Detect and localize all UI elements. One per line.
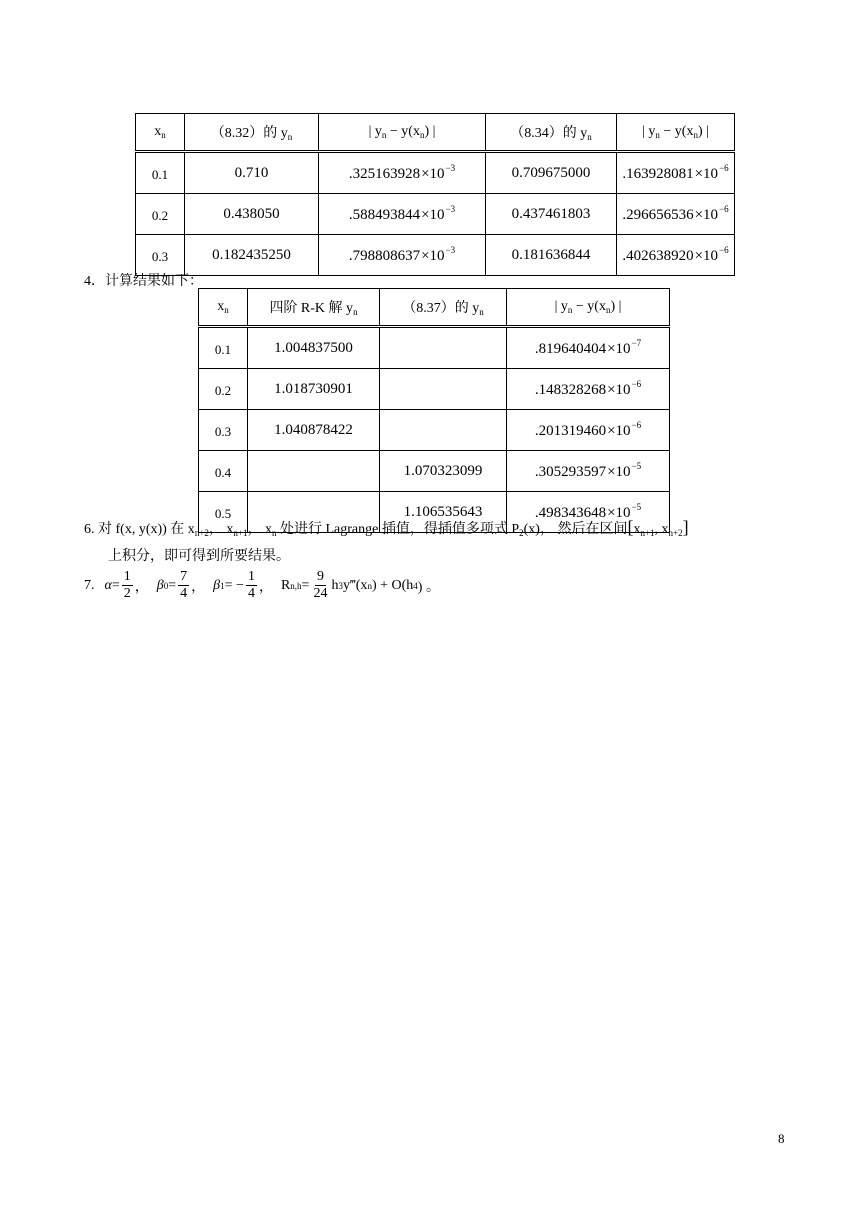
header-error-834: | $y_n - y(x_n)$ | [617,114,735,152]
table-row [136,152,735,194]
cell-x: 0.1 [199,327,248,369]
table-row [136,194,735,235]
beta1-fraction: $\frac{1}{4}$ [247,569,255,601]
table-header-row [199,289,670,327]
header-xn: $x_n$ [199,289,248,327]
header-y837: （8.37）的 $y_n$ [380,289,507,327]
cell-error: $.498343648\times 10^{-5}$ [507,492,670,533]
table-row [199,451,670,492]
cell-y834: 0.709675000 [486,152,617,194]
cell-rk: 1.040878422 [248,410,380,451]
item-6-continuation: 上积分，即可得到所要结果。 [108,549,290,564]
cell-y834: 0.437461803 [486,194,617,235]
remainder-fraction: $\frac{9}{24}$ [313,569,328,601]
results-table-2 [198,288,670,533]
item-7-formula: 7. α = $\frac{1}{2}$ ， β 0 = $\frac{7}{4}$ ， β 1 = − $\frac{1}{4}$ ， R n,h = $\frac{9}{24}$ h 3 y‴(x n ) + O(h 4 ) 。 [84,569,440,601]
cell-error-834: $.163928081\times 10^{-6}$ [617,152,735,194]
table-row [136,235,735,276]
cell-error-832: $.325163928\times 10^{-3}$ [319,152,486,194]
cell-x: 0.3 [136,235,185,276]
table-header-row [136,114,735,152]
cell-y837 [380,369,507,410]
cell-x: 0.2 [136,194,185,235]
table-row [199,327,670,369]
cell-y837: 1.106535643 [380,492,507,533]
header-error-832: | $y_n - y(x_n)$ | [319,114,486,152]
cell-error-834: $.402638920\times 10^{-6}$ [617,235,735,276]
header-rk: 四阶 R-K 解 $y_n$ [248,289,380,327]
cell-y832: 0.438050 [185,194,319,235]
cell-y834: 0.181636844 [486,235,617,276]
cell-error-832: $.798808637\times 10^{-3}$ [319,235,486,276]
cell-error: $.819640404\times 10^{-7}$ [507,327,670,369]
cell-error-834: $.296656536\times 10^{-6}$ [617,194,735,235]
cell-y837 [380,327,507,369]
item-4-text: 4．计算结果如下： [84,274,203,289]
cell-rk [248,451,380,492]
alpha-fraction: $\frac{1}{2}$ [123,569,131,601]
page-number: 8 [778,1131,785,1146]
results-table-1 [135,113,735,276]
cell-rk: 1.018730901 [248,369,380,410]
cell-x: 0.1 [136,152,185,194]
cell-x: 0.5 [199,492,248,533]
beta0-fraction: $\frac{7}{4}$ [180,569,188,601]
item-6-text: 6. 对 f(x, y(x)) 在 $x_{n+2}$， $x_{n+1}$， $x_n$ 处进行 Lagrange 插值，得插值多项式 $P_2(x)$， 然后在区间[$x_{n+1}$, $x_{n+2}$] [84,517,689,538]
cell-error-832: $.588493844\times 10^{-3}$ [319,194,486,235]
cell-y837: 1.070323099 [380,451,507,492]
cell-rk: 1.004837500 [248,327,380,369]
cell-x: 0.3 [199,410,248,451]
table-row [199,369,670,410]
header-y832: （8.32）的 $y_n$ [185,114,319,152]
header-error: | $y_n - y(x_n)$ | [507,289,670,327]
cell-x: 0.4 [199,451,248,492]
cell-error: $.201319460\times 10^{-6}$ [507,410,670,451]
header-y834: （8.34）的 $y_n$ [486,114,617,152]
cell-y832: 0.182435250 [185,235,319,276]
cell-y837 [380,410,507,451]
table-row [199,410,670,451]
cell-error: $.305293597\times 10^{-5}$ [507,451,670,492]
cell-error: $.148328268\times 10^{-6}$ [507,369,670,410]
cell-x: 0.2 [199,369,248,410]
cell-y832: 0.710 [185,152,319,194]
header-xn: $x_n$ [136,114,185,152]
